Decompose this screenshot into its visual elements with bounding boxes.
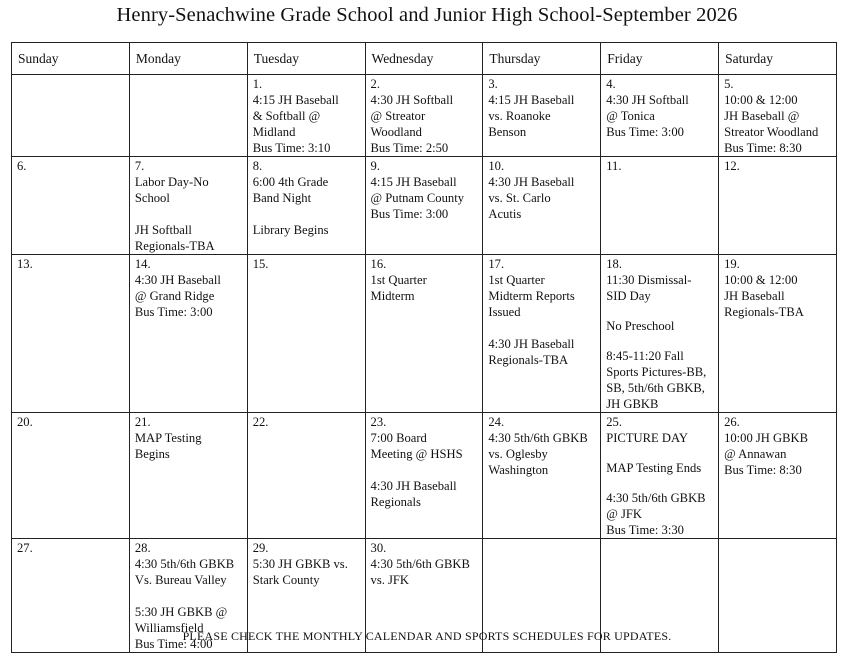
week-row	[12, 75, 837, 157]
event-spacer	[606, 476, 713, 490]
day-cell	[601, 255, 719, 413]
day-number: 7.	[134, 159, 145, 173]
day-number: 27.	[17, 541, 33, 555]
event-text: 4:30 5th/6th GBKB vs. Oglesby Washington	[488, 431, 588, 477]
event-text: 7:00 Board Meeting @ HSHS	[370, 431, 463, 461]
day-number: 3.	[488, 77, 498, 91]
day-number: 29.	[252, 541, 269, 555]
day-number: 13.	[17, 257, 33, 271]
day-cell	[483, 157, 601, 255]
day-number: 10.	[488, 159, 505, 173]
day-cell	[129, 255, 247, 413]
week-row	[12, 255, 837, 413]
event-text: 10:00 & 12:00 JH Baseball @ Streator Woodland Bus Time: 8:30	[724, 93, 819, 155]
day-cell	[365, 75, 483, 157]
day-number: 12.	[724, 159, 740, 173]
day-number: 23.	[370, 415, 387, 429]
day-cell	[719, 75, 837, 157]
day-cell	[601, 157, 719, 255]
week-row	[12, 157, 837, 255]
weekday-header: Tuesday	[247, 43, 365, 75]
day-cell	[12, 157, 130, 255]
day-cell	[129, 75, 247, 157]
event-text: 4:30 5th/6th GBKB Vs. Bureau Valley	[134, 557, 235, 587]
weekday-header: Wednesday	[365, 43, 483, 75]
day-number: 9.	[370, 159, 380, 173]
day-cell	[601, 413, 719, 539]
event-text: JH Softball Regionals-TBA	[134, 223, 215, 253]
day-number: 14.	[134, 257, 151, 271]
day-number: 26.	[724, 415, 740, 429]
day-number: 25.	[606, 415, 622, 429]
event-text: 4:30 5th/6th GBKB @ JFK Bus Time: 3:30	[606, 491, 706, 537]
event-text: No Preschool	[606, 319, 675, 333]
event-text: 8:45-11:20 Fall Sports Pictures-BB, SB, 5th/6th GBKB, JH GBKB	[606, 349, 707, 411]
event-text: 4:30 JH Softball @ Streator Woodland Bus Time: 2:50	[370, 93, 454, 155]
day-number: 28.	[134, 541, 151, 555]
day-number: 15.	[252, 257, 269, 271]
event-text: 11:30 Dismissal- SID Day	[606, 273, 692, 303]
event-text: 4:30 JH Baseball Regionals-TBA	[488, 337, 575, 367]
event-spacer	[606, 334, 713, 348]
footer-note: PLEASE CHECK THE MONTHLY CALENDAR AND SPORTS SCHEDULES FOR UPDATES.	[182, 629, 672, 643]
event-text: MAP Testing Ends	[606, 461, 702, 475]
event-text: 6:00 4th Grade Band Night	[252, 175, 329, 205]
day-cell	[247, 255, 365, 413]
event-text: 4:15 JH Baseball vs. Roanoke Benson	[488, 93, 575, 139]
event-text: 4:30 JH Baseball @ Grand Ridge Bus Time: 3:00	[134, 273, 221, 319]
day-cell	[365, 413, 483, 539]
day-cell	[12, 255, 130, 413]
event-spacer	[606, 304, 713, 318]
weekday-header: Monday	[129, 43, 247, 75]
day-number: 5.	[724, 77, 734, 91]
day-cell	[601, 75, 719, 157]
event-spacer	[135, 588, 242, 604]
event-text: 1st Quarter Midterm	[370, 273, 427, 303]
event-text: PICTURE DAY	[606, 431, 688, 445]
weekday-header-row	[12, 43, 837, 75]
event-text: 5:30 JH GBKB vs. Stark County	[252, 557, 348, 587]
day-number: 4.	[606, 77, 616, 91]
calendar-body	[12, 75, 837, 653]
day-number: 6.	[17, 159, 27, 173]
event-text: 4:15 JH Baseball @ Putnam County Bus Time: 3:00	[370, 175, 464, 221]
day-number: 1.	[252, 77, 263, 91]
day-cell	[12, 413, 130, 539]
weekday-header: Thursday	[483, 43, 601, 75]
day-number: 19.	[724, 257, 740, 271]
event-spacer	[371, 462, 478, 478]
weekday-header: Saturday	[719, 43, 837, 75]
day-cell	[12, 75, 130, 157]
day-number: 18.	[606, 257, 622, 271]
event-spacer	[606, 446, 713, 460]
page-title: Henry-Senachwine Grade School and Junior High School-September 2026	[116, 4, 738, 26]
event-text: Labor Day-No School	[134, 175, 209, 205]
day-cell	[719, 255, 837, 413]
calendar-grid	[11, 42, 837, 653]
day-cell	[365, 255, 483, 413]
event-text: 4:30 JH Baseball Regionals	[370, 479, 457, 509]
day-cell	[365, 157, 483, 255]
event-text: Library Begins	[252, 223, 329, 237]
day-number: 8.	[252, 159, 263, 173]
event-text: 10:00 & 12:00 JH Baseball Regionals-TBA	[724, 273, 804, 319]
day-cell	[129, 413, 247, 539]
weekday-header: Friday	[601, 43, 719, 75]
day-number: 22.	[252, 415, 269, 429]
weekday-header: Sunday	[12, 43, 130, 75]
day-cell	[483, 255, 601, 413]
day-cell	[483, 413, 601, 539]
event-text: 4:30 JH Baseball vs. St. Carlo Acutis	[488, 175, 575, 221]
event-spacer	[488, 320, 595, 336]
day-cell	[129, 157, 247, 255]
day-cell	[247, 75, 365, 157]
day-number: 20.	[17, 415, 33, 429]
event-text: 5:30 JH GBKB @ Williamsfield Bus Time: 4:00	[134, 605, 228, 651]
week-row	[12, 413, 837, 539]
event-spacer	[135, 206, 242, 222]
day-number: 11.	[606, 159, 622, 173]
day-number: 2.	[370, 77, 380, 91]
event-spacer	[253, 206, 360, 222]
event-text: 4:15 JH Baseball & Softball @ Midland Bus Time: 3:10	[252, 93, 339, 155]
day-cell	[247, 413, 365, 539]
event-text: 4:30 JH Softball @ Tonica Bus Time: 3:00	[606, 93, 689, 139]
day-number: 24.	[488, 415, 505, 429]
day-number: 30.	[370, 541, 387, 555]
day-cell	[719, 157, 837, 255]
event-text: 10:00 JH GBKB @ Annawan Bus Time: 8:30	[724, 431, 809, 477]
day-cell	[719, 413, 837, 539]
day-number: 17.	[488, 257, 505, 271]
day-cell	[483, 75, 601, 157]
event-text: 1st Quarter Midterm Reports Issued	[488, 273, 575, 319]
day-number: 16.	[370, 257, 387, 271]
event-text: 4:30 5th/6th GBKB vs. JFK	[370, 557, 470, 587]
event-text: MAP Testing Begins	[134, 431, 202, 461]
day-number: 21.	[134, 415, 151, 429]
day-cell	[247, 157, 365, 255]
